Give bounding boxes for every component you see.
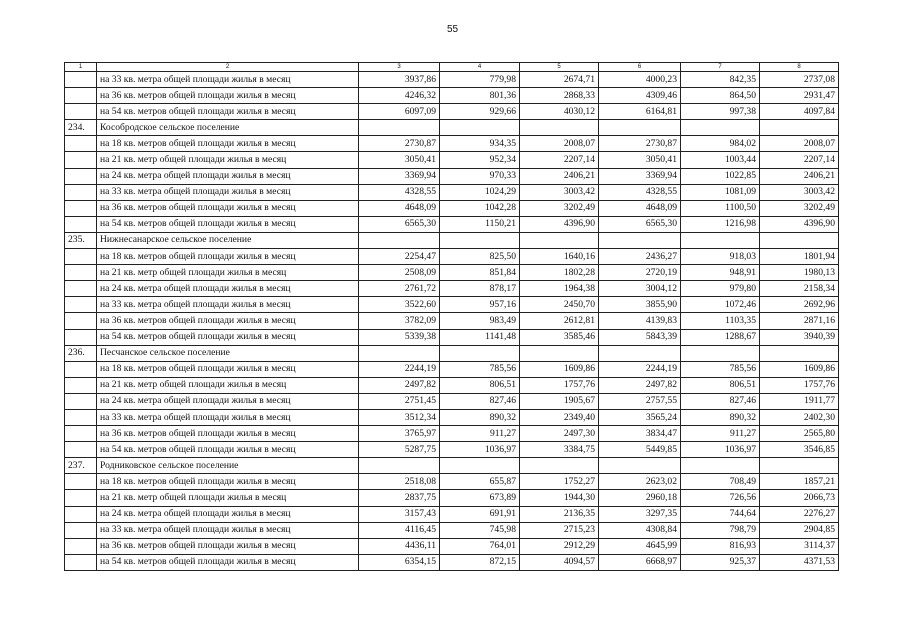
row-number-cell: [65, 72, 97, 88]
table-row: [65, 329, 839, 345]
row-label: на 54 кв. метров общей площади жилья в месяц: [97, 442, 359, 458]
value-cell-col4: 785,56: [440, 361, 520, 377]
value-cell-col4: 1150,21: [440, 216, 520, 232]
value-cell-col3: 4246,32: [359, 88, 440, 104]
value-cell-col6: 2497,82: [599, 377, 681, 393]
table-row: [65, 72, 839, 88]
value-cell-col8: 1801,94: [760, 249, 839, 265]
value-cell-col7: 1072,46: [681, 297, 760, 313]
value-cell-col6: 3050,41: [599, 152, 681, 168]
value-cell-col6: 4309,46: [599, 88, 681, 104]
value-cell-col3: 4436,11: [359, 538, 440, 554]
empty-cell: [599, 120, 681, 136]
row-label: на 21 кв. метр общей площади жилья в месяц: [97, 265, 359, 281]
value-cell-col5: 2450,70: [520, 297, 599, 313]
section-number: 235.: [65, 232, 97, 248]
empty-cell: [440, 345, 520, 361]
column-number: 3: [359, 63, 440, 72]
value-cell-col4: 1042,28: [440, 200, 520, 216]
page-number: 55: [446, 24, 459, 35]
value-cell-col8: 1857,21: [760, 474, 839, 490]
value-cell-col3: 3050,41: [359, 152, 440, 168]
value-cell-col5: 2674,71: [520, 72, 599, 88]
value-cell-col7: 1288,67: [681, 329, 760, 345]
empty-cell: [681, 458, 760, 474]
value-cell-col8: 2207,14: [760, 152, 839, 168]
value-cell-col5: 2207,14: [520, 152, 599, 168]
value-cell-col4: 929,66: [440, 104, 520, 120]
table-row: [65, 297, 839, 313]
value-cell-col4: 851,84: [440, 265, 520, 281]
value-cell-col3: 3782,09: [359, 313, 440, 329]
value-cell-col3: 2730,87: [359, 136, 440, 152]
table-row: [65, 184, 839, 200]
value-cell-col7: 911,27: [681, 426, 760, 442]
empty-cell: [599, 458, 681, 474]
value-cell-col5: 3202,49: [520, 200, 599, 216]
value-cell-col6: 2960,18: [599, 490, 681, 506]
value-cell-col8: 2402,30: [760, 409, 839, 425]
row-label: на 36 кв. метров общей площади жилья в месяц: [97, 88, 359, 104]
value-cell-col6: 3834,47: [599, 426, 681, 442]
value-cell-col5: 3384,75: [520, 442, 599, 458]
value-cell-col7: 1103,35: [681, 313, 760, 329]
value-cell-col7: 925,37: [681, 554, 760, 570]
value-cell-col4: 655,87: [440, 474, 520, 490]
value-cell-col4: 957,16: [440, 297, 520, 313]
value-cell-col4: 691,91: [440, 506, 520, 522]
value-cell-col3: 2761,72: [359, 281, 440, 297]
value-cell-col6: 3855,90: [599, 297, 681, 313]
row-number-cell: [65, 474, 97, 490]
row-number-cell: [65, 409, 97, 425]
value-cell-col5: 2868,33: [520, 88, 599, 104]
value-cell-col8: 4371,53: [760, 554, 839, 570]
row-number-cell: [65, 426, 97, 442]
row-label: на 33 кв. метра общей площади жилья в месяц: [97, 297, 359, 313]
value-cell-col6: 3004,12: [599, 281, 681, 297]
value-cell-col4: 878,17: [440, 281, 520, 297]
value-cell-col8: 3003,42: [760, 184, 839, 200]
column-number: 6: [599, 63, 681, 72]
value-cell-col5: 2406,21: [520, 168, 599, 184]
value-cell-col6: 2730,87: [599, 136, 681, 152]
row-label: на 18 кв. метров общей площади жилья в месяц: [97, 136, 359, 152]
value-cell-col3: 3937,86: [359, 72, 440, 88]
section-row: [65, 232, 839, 248]
value-cell-col5: 2715,23: [520, 522, 599, 538]
value-cell-col7: 744,64: [681, 506, 760, 522]
table-row: [65, 136, 839, 152]
column-number: 8: [760, 63, 839, 72]
empty-cell: [681, 345, 760, 361]
value-cell-col3: 4116,45: [359, 522, 440, 538]
value-cell-col6: 3565,24: [599, 409, 681, 425]
value-cell-col4: 1036,97: [440, 442, 520, 458]
value-cell-col6: 4645,99: [599, 538, 681, 554]
row-number-cell: [65, 442, 97, 458]
row-number-cell: [65, 168, 97, 184]
value-cell-col4: 779,98: [440, 72, 520, 88]
value-cell-col7: 948,91: [681, 265, 760, 281]
row-number-cell: [65, 265, 97, 281]
row-label: на 54 кв. метров общей площади жилья в месяц: [97, 104, 359, 120]
value-cell-col5: 1757,76: [520, 377, 599, 393]
table-row: [65, 200, 839, 216]
table-row: [65, 88, 839, 104]
empty-cell: [359, 458, 440, 474]
value-cell-col6: 6668,97: [599, 554, 681, 570]
value-cell-col7: 816,93: [681, 538, 760, 554]
value-cell-col7: 842,35: [681, 72, 760, 88]
empty-cell: [359, 232, 440, 248]
value-cell-col7: 1100,50: [681, 200, 760, 216]
value-cell-col6: 3297,35: [599, 506, 681, 522]
row-label: на 24 кв. метра общей площади жилья в месяц: [97, 168, 359, 184]
row-label: на 36 кв. метров общей площади жилья в месяц: [97, 200, 359, 216]
value-cell-col5: 4030,12: [520, 104, 599, 120]
value-cell-col3: 5287,75: [359, 442, 440, 458]
empty-cell: [359, 120, 440, 136]
value-cell-col6: 4308,84: [599, 522, 681, 538]
value-cell-col5: 1609,86: [520, 361, 599, 377]
column-number: 2: [97, 63, 359, 72]
value-cell-col5: 4094,57: [520, 554, 599, 570]
value-cell-col6: 2436,27: [599, 249, 681, 265]
value-cell-col5: 1752,27: [520, 474, 599, 490]
value-cell-col4: 890,32: [440, 409, 520, 425]
value-cell-col8: 3114,37: [760, 538, 839, 554]
table-row: [65, 554, 839, 570]
column-number: 5: [520, 63, 599, 72]
value-cell-col7: 1036,97: [681, 442, 760, 458]
value-cell-col5: 1802,28: [520, 265, 599, 281]
value-cell-col6: 2244,19: [599, 361, 681, 377]
table-row: [65, 265, 839, 281]
value-cell-col7: 785,56: [681, 361, 760, 377]
row-label: на 33 кв. метра общей площади жилья в месяц: [97, 72, 359, 88]
empty-cell: [681, 120, 760, 136]
table-row: [65, 522, 839, 538]
value-cell-col6: 6565,30: [599, 216, 681, 232]
value-cell-col7: 726,56: [681, 490, 760, 506]
value-cell-col6: 4328,55: [599, 184, 681, 200]
value-cell-col7: 798,79: [681, 522, 760, 538]
row-number-cell: [65, 313, 97, 329]
section-row: [65, 345, 839, 361]
value-cell-col4: 825,50: [440, 249, 520, 265]
value-cell-col5: 1905,67: [520, 393, 599, 409]
value-cell-col3: 4328,55: [359, 184, 440, 200]
row-number-cell: [65, 361, 97, 377]
table-row: [65, 216, 839, 232]
value-cell-col8: 2008,07: [760, 136, 839, 152]
value-cell-col4: 673,89: [440, 490, 520, 506]
section-number: 236.: [65, 345, 97, 361]
value-cell-col5: 2497,30: [520, 426, 599, 442]
value-cell-col6: 2623,02: [599, 474, 681, 490]
column-number: 1: [65, 63, 97, 72]
row-label: на 36 кв. метров общей площади жилья в месяц: [97, 538, 359, 554]
value-cell-col8: 3202,49: [760, 200, 839, 216]
section-row: [65, 458, 839, 474]
value-cell-col3: 2244,19: [359, 361, 440, 377]
row-label: на 33 кв. метра общей площади жилья в месяц: [97, 409, 359, 425]
value-cell-col8: 2565,80: [760, 426, 839, 442]
value-cell-col8: 2931,47: [760, 88, 839, 104]
value-cell-col6: 2757,55: [599, 393, 681, 409]
table-row: [65, 490, 839, 506]
value-cell-col6: 2720,19: [599, 265, 681, 281]
column-number: 7: [681, 63, 760, 72]
row-label: на 21 кв. метр общей площади жилья в месяц: [97, 377, 359, 393]
value-cell-col8: 2276,27: [760, 506, 839, 522]
value-cell-col7: 997,38: [681, 104, 760, 120]
table-row: [65, 249, 839, 265]
row-number-cell: [65, 538, 97, 554]
value-cell-col8: 3940,39: [760, 329, 839, 345]
section-number: 237.: [65, 458, 97, 474]
value-cell-col7: 1022,85: [681, 168, 760, 184]
row-number-cell: [65, 329, 97, 345]
row-number-cell: [65, 281, 97, 297]
empty-cell: [359, 345, 440, 361]
value-cell-col5: 1964,38: [520, 281, 599, 297]
value-cell-col3: 6565,30: [359, 216, 440, 232]
value-cell-col4: 764,01: [440, 538, 520, 554]
table-row: [65, 313, 839, 329]
value-cell-col3: 2751,45: [359, 393, 440, 409]
empty-cell: [760, 345, 839, 361]
value-cell-col6: 4139,83: [599, 313, 681, 329]
value-cell-col8: 4097,84: [760, 104, 839, 120]
value-cell-col6: 4000,23: [599, 72, 681, 88]
value-cell-col6: 6164,81: [599, 104, 681, 120]
value-cell-col4: 872,15: [440, 554, 520, 570]
value-cell-col8: 2066,73: [760, 490, 839, 506]
section-title: Песчанское сельское поселение: [97, 345, 359, 361]
table-row: [65, 474, 839, 490]
table-row: [65, 409, 839, 425]
value-cell-col4: 827,46: [440, 393, 520, 409]
empty-cell: [760, 232, 839, 248]
empty-cell: [520, 232, 599, 248]
row-number-cell: [65, 297, 97, 313]
value-cell-col7: 890,32: [681, 409, 760, 425]
tariff-table: [64, 62, 839, 571]
empty-cell: [599, 345, 681, 361]
value-cell-col8: 3546,85: [760, 442, 839, 458]
value-cell-col4: 801,36: [440, 88, 520, 104]
row-label: на 24 кв. метра общей площади жилья в месяц: [97, 393, 359, 409]
value-cell-col4: 745,98: [440, 522, 520, 538]
value-cell-col5: 1640,16: [520, 249, 599, 265]
row-label: на 21 кв. метр общей площади жилья в месяц: [97, 152, 359, 168]
row-label: на 18 кв. метров общей площади жилья в месяц: [97, 474, 359, 490]
table-body: [65, 63, 839, 571]
value-cell-col5: 2912,29: [520, 538, 599, 554]
row-label: на 21 кв. метр общей площади жилья в месяц: [97, 490, 359, 506]
empty-cell: [440, 120, 520, 136]
value-cell-col7: 806,51: [681, 377, 760, 393]
value-cell-col3: 2518,08: [359, 474, 440, 490]
value-cell-col8: 1911,77: [760, 393, 839, 409]
value-cell-col8: 2737,08: [760, 72, 839, 88]
row-label: на 36 кв. метров общей площади жилья в месяц: [97, 313, 359, 329]
value-cell-col5: 4396,90: [520, 216, 599, 232]
empty-cell: [760, 458, 839, 474]
row-label: на 36 кв. метров общей площади жилья в месяц: [97, 426, 359, 442]
value-cell-col7: 864,50: [681, 88, 760, 104]
row-number-cell: [65, 506, 97, 522]
row-label: на 54 кв. метров общей площади жилья в месяц: [97, 554, 359, 570]
section-title: Нижнесанарское сельское поселение: [97, 232, 359, 248]
row-number-cell: [65, 184, 97, 200]
section-title: Родниковское сельское поселение: [97, 458, 359, 474]
value-cell-col4: 806,51: [440, 377, 520, 393]
table-row: [65, 506, 839, 522]
table-row: [65, 393, 839, 409]
value-cell-col8: 2904,85: [760, 522, 839, 538]
column-number-row: [65, 63, 839, 72]
value-cell-col7: 918,03: [681, 249, 760, 265]
row-number-cell: [65, 88, 97, 104]
row-number-cell: [65, 104, 97, 120]
value-cell-col8: 2871,16: [760, 313, 839, 329]
value-cell-col5: 3003,42: [520, 184, 599, 200]
table-row: [65, 281, 839, 297]
table-row: [65, 152, 839, 168]
table-row: [65, 538, 839, 554]
value-cell-col8: 1609,86: [760, 361, 839, 377]
section-number: 234.: [65, 120, 97, 136]
value-cell-col5: 2612,81: [520, 313, 599, 329]
empty-cell: [520, 345, 599, 361]
row-label: на 33 кв. метра общей площади жилья в месяц: [97, 184, 359, 200]
table-row: [65, 442, 839, 458]
value-cell-col8: 2406,21: [760, 168, 839, 184]
row-number-cell: [65, 393, 97, 409]
empty-cell: [599, 232, 681, 248]
value-cell-col4: 934,35: [440, 136, 520, 152]
value-cell-col5: 3585,46: [520, 329, 599, 345]
empty-cell: [520, 458, 599, 474]
empty-cell: [440, 458, 520, 474]
value-cell-col3: 5339,38: [359, 329, 440, 345]
value-cell-col6: 5843,39: [599, 329, 681, 345]
value-cell-col7: 1003,44: [681, 152, 760, 168]
value-cell-col8: 1980,13: [760, 265, 839, 281]
value-cell-col5: 1944,30: [520, 490, 599, 506]
value-cell-col4: 911,27: [440, 426, 520, 442]
row-number-cell: [65, 216, 97, 232]
row-label: на 33 кв. метра общей площади жилья в месяц: [97, 522, 359, 538]
value-cell-col6: 3369,94: [599, 168, 681, 184]
value-cell-col6: 4648,09: [599, 200, 681, 216]
row-number-cell: [65, 152, 97, 168]
row-label: на 54 кв. метров общей площади жилья в месяц: [97, 329, 359, 345]
row-number-cell: [65, 522, 97, 538]
value-cell-col5: 2008,07: [520, 136, 599, 152]
value-cell-col8: 4396,90: [760, 216, 839, 232]
row-number-cell: [65, 200, 97, 216]
value-cell-col3: 2508,09: [359, 265, 440, 281]
value-cell-col4: 1141,48: [440, 329, 520, 345]
row-label: на 54 кв. метров общей площади жилья в месяц: [97, 216, 359, 232]
value-cell-col7: 708,49: [681, 474, 760, 490]
row-number-cell: [65, 377, 97, 393]
row-label: на 24 кв. метра общей площади жилья в месяц: [97, 281, 359, 297]
value-cell-col5: 2136,35: [520, 506, 599, 522]
section-row: [65, 120, 839, 136]
empty-cell: [440, 232, 520, 248]
row-number-cell: [65, 554, 97, 570]
row-label: на 18 кв. метров общей площади жилья в месяц: [97, 249, 359, 265]
value-cell-col7: 827,46: [681, 393, 760, 409]
value-cell-col7: 1216,98: [681, 216, 760, 232]
section-title: Кособродское сельское поселение: [97, 120, 359, 136]
value-cell-col3: 6354,15: [359, 554, 440, 570]
value-cell-col3: 2497,82: [359, 377, 440, 393]
value-cell-col4: 970,33: [440, 168, 520, 184]
row-number-cell: [65, 490, 97, 506]
value-cell-col7: 979,80: [681, 281, 760, 297]
row-label: на 18 кв. метров общей площади жилья в месяц: [97, 361, 359, 377]
table-row: [65, 426, 839, 442]
value-cell-col8: 2158,34: [760, 281, 839, 297]
value-cell-col3: 3157,43: [359, 506, 440, 522]
empty-cell: [520, 120, 599, 136]
value-cell-col8: 2692,96: [760, 297, 839, 313]
value-cell-col5: 2349,40: [520, 409, 599, 425]
value-cell-col4: 983,49: [440, 313, 520, 329]
value-cell-col4: 1024,29: [440, 184, 520, 200]
value-cell-col3: 3512,34: [359, 409, 440, 425]
value-cell-col8: 1757,76: [760, 377, 839, 393]
value-cell-col6: 5449,85: [599, 442, 681, 458]
table-row: [65, 168, 839, 184]
row-label: на 24 кв. метра общей площади жилья в месяц: [97, 506, 359, 522]
value-cell-col3: 2837,75: [359, 490, 440, 506]
table-row: [65, 377, 839, 393]
empty-cell: [681, 232, 760, 248]
column-number: 4: [440, 63, 520, 72]
value-cell-col4: 952,34: [440, 152, 520, 168]
value-cell-col3: 4648,09: [359, 200, 440, 216]
row-number-cell: [65, 136, 97, 152]
value-cell-col3: 3522,60: [359, 297, 440, 313]
table-row: [65, 104, 839, 120]
value-cell-col3: 3765,97: [359, 426, 440, 442]
empty-cell: [760, 120, 839, 136]
table-row: [65, 361, 839, 377]
value-cell-col3: 2254,47: [359, 249, 440, 265]
value-cell-col3: 3369,94: [359, 168, 440, 184]
value-cell-col3: 6097,09: [359, 104, 440, 120]
row-number-cell: [65, 249, 97, 265]
value-cell-col7: 984,02: [681, 136, 760, 152]
value-cell-col7: 1081,09: [681, 184, 760, 200]
